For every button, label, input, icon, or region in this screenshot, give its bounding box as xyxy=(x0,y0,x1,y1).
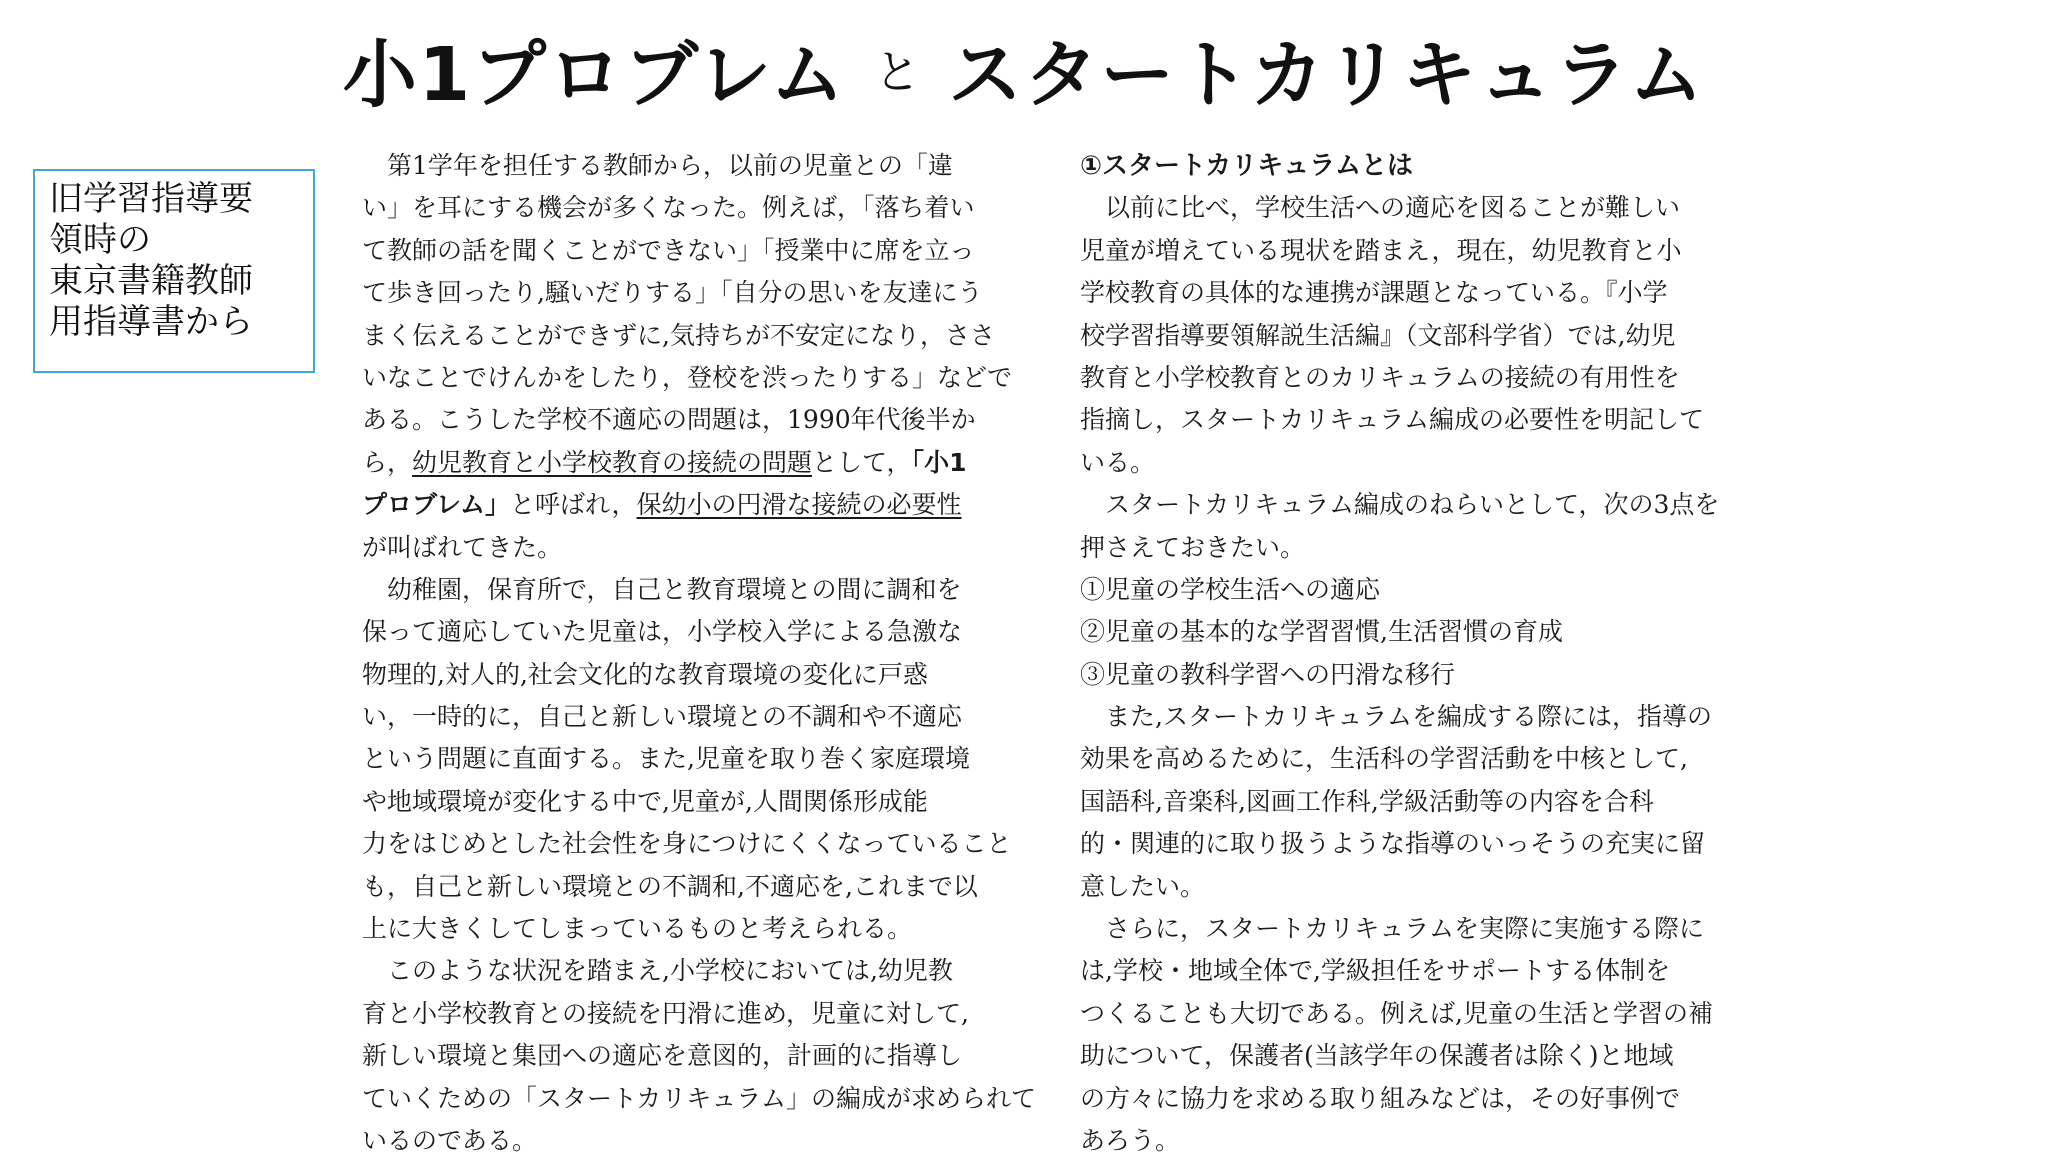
text-line: 以前に比べ，学校生活への適応を図ることが難しい xyxy=(1080,193,1681,223)
text-line: あろう。 xyxy=(1080,1125,1181,1155)
text-line: 意したい。 xyxy=(1080,871,1206,901)
underlined-phrase: 保幼小の円滑な接続の必要性 xyxy=(636,490,962,520)
text-line: このような状況を踏まえ,小学校においては,幼児教 xyxy=(362,956,953,986)
text-line: ていくための「スタートカリキュラム」の編成が求められて xyxy=(362,1083,1037,1113)
text-line: 指摘し，スタートカリキュラム編成の必要性を明記して xyxy=(1080,405,1705,435)
text-line: という問題に直面する。また,児童を取り巻く家庭環境 xyxy=(362,744,970,774)
note-line: 東京書籍教師 xyxy=(49,261,253,301)
text-line: の方々に協力を求める取り組みなどは，その好事例で xyxy=(1080,1083,1681,1113)
text-line: また,スタートカリキュラムを編成する際には，指導の xyxy=(1080,702,1712,732)
list-item: ①児童の学校生活への適応 xyxy=(1080,574,1381,604)
text-line-mixed: プロブレム」と呼ばれ，保幼小の円滑な接続の必要性 xyxy=(362,490,962,520)
text-line: ある。こうした学校不適応の問題は，1990年代後半か xyxy=(362,405,976,435)
note-line: 旧学習指導要 xyxy=(49,179,253,219)
text-line: 物理的,対人的,社会文化的な教育環境の変化に戸惑 xyxy=(362,659,928,689)
title-part2: スタートカリキュラム xyxy=(948,32,1706,118)
text-line: や地域環境が変化する中で,児童が,人間関係形成能 xyxy=(362,786,928,816)
text-line: 保って適応していた児童は，小学校入学による急激な xyxy=(362,617,963,647)
text-line: スタートカリキュラム編成のねらいとして，次の3点を xyxy=(1080,490,1720,520)
list-item: ②児童の基本的な学習習慣,生活習慣の育成 xyxy=(1080,617,1563,647)
bold-phrase: 「小1 xyxy=(911,447,967,477)
text-line: 的・関連的に取り扱うような指導のいっそうの充実に留 xyxy=(1080,829,1706,859)
text-line-mixed: ら，幼児教育と小学校教育の接続の問題として，「小1 xyxy=(362,447,967,477)
text-line: さらに，スタートカリキュラムを実際に実施する際に xyxy=(1080,914,1705,944)
text-line: い」を耳にする機会が多くなった。例えば，「落ち着い xyxy=(362,193,975,223)
text-line: 新しい環境と集団への適応を意図的，計画的に指導し xyxy=(362,1041,963,1071)
text-line: 学校教育の具体的な連携が課題となっている。『小学 xyxy=(1080,278,1668,308)
bold-phrase: プロブレム」 xyxy=(362,490,511,520)
text-line: 児童が増えている現状を踏まえ，現在，幼児教育と小 xyxy=(1080,235,1682,265)
text-line: 校学習指導要領解説生活編』（文部科学省）では,幼児 xyxy=(1080,320,1676,350)
section-heading: ①スタートカリキュラムとは xyxy=(1080,151,1413,181)
list-item: ③児童の教科学習への円滑な移行 xyxy=(1080,659,1456,689)
right-text-column xyxy=(1080,145,1740,1162)
underlined-phrase: 幼児教育と小学校教育の接続の問題 xyxy=(412,447,813,477)
text-line: 力をはじめとした社会性を身につけにくくなっていること xyxy=(362,829,1012,859)
text-line: つくることも大切である。例えば,児童の生活と学習の補 xyxy=(1080,998,1713,1028)
text-line: て教師の話を聞くことができない」「授業中に席を立っ xyxy=(362,235,975,265)
text-line: 効果を高めるために，生活科の学習活動を中核として, xyxy=(1080,744,1688,774)
text-line: 助について，保護者(当該学年の保護者は除く)と地域 xyxy=(1080,1041,1674,1071)
title-connector: と xyxy=(874,45,921,99)
left-text-column xyxy=(362,145,1037,1162)
text-line: 国語科,音楽科,図画工作科,学級活動等の内容を合科 xyxy=(1080,786,1654,816)
text-line: まく伝えることができずに,気持ちが不安定になり，ささ xyxy=(362,320,995,350)
text-line: が叫ばれてきた。 xyxy=(362,532,563,562)
text-line: いる。 xyxy=(1080,447,1156,477)
text-line: いなことでけんかをしたり，登校を渋ったりする」などで xyxy=(362,362,1013,392)
text-line: 育と小学校教育との接続を円滑に進め，児童に対して, xyxy=(362,998,969,1028)
title-part1: 小1プロブレム xyxy=(342,32,847,118)
text-line: て歩き回ったり,騒いだりする」「自分の思いを友達にう xyxy=(362,278,983,308)
text-line: も，自己と新しい環境との不調和,不適応を,これまで以 xyxy=(362,871,978,901)
slide-title xyxy=(0,14,2048,124)
text-line: 教育と小学校教育とのカリキュラムの接続の有用性を xyxy=(1080,362,1680,392)
source-note-box xyxy=(33,169,315,373)
text-line: い，一時的に，自己と新しい環境との不調和や不適応 xyxy=(362,702,963,732)
note-line: 領時の xyxy=(49,220,151,260)
text-line: いるのである。 xyxy=(362,1125,538,1155)
text-line: 幼稚園，保育所で，自己と教育環境との間に調和を xyxy=(362,574,962,604)
text-line: 押さえておきたい。 xyxy=(1080,532,1306,562)
text-line: 第1学年を担任する教師から，以前の児童との「違 xyxy=(362,151,953,180)
text-line: 上に大きくしてしまっているものと考えられる。 xyxy=(362,914,913,944)
note-line: 用指導書から xyxy=(49,302,253,342)
text-line: は,学校・地域全体で,学級担任をサポートする体制を xyxy=(1080,956,1671,986)
